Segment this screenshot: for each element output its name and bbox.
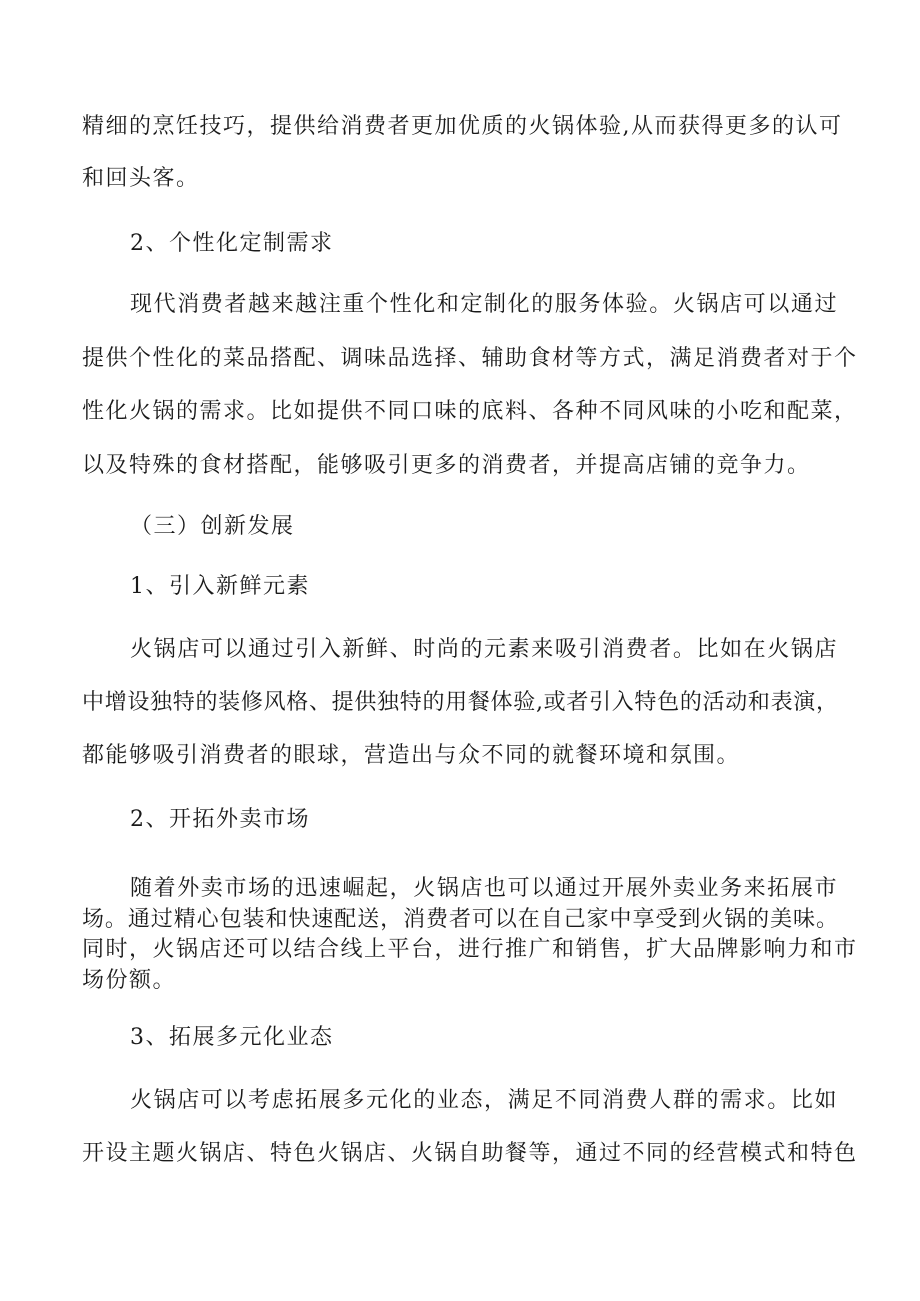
text-line: 性化火锅的需求。比如提供不同口味的底料、各种不同风味的小吃和配菜， xyxy=(82,399,858,424)
text-line: 同时，火锅店还可以结合线上平台，进行推广和销售，扩大品牌影响力和市 xyxy=(82,937,858,962)
text-line: 火锅店可以考虑拓展多元化的业态，满足不同消费人群的需求。比如 xyxy=(130,1088,838,1113)
text-line: 中增设独特的装修风格、提供独特的用餐体验,或者引入特色的活动和表演， xyxy=(82,690,838,715)
text-line: 场。通过精心包装和快速配送，消费者可以在自己家中享受到火锅的美味。 xyxy=(82,907,838,932)
text-line: 火锅店可以通过引入新鲜、时尚的元素来吸引消费者。比如在火锅店 xyxy=(130,637,838,662)
section-heading: （三）创新发展 xyxy=(130,514,295,539)
section-heading: 1、引入新鲜元素 xyxy=(130,574,310,599)
text-line: 开设主题火锅店、特色火锅店、火锅自助餐等，通过不同的经营模式和特色 xyxy=(82,1141,858,1166)
text-line: 现代消费者越来越注重个性化和定制化的服务体验。火锅店可以通过 xyxy=(130,292,838,317)
text-line: 和回头客。 xyxy=(82,166,200,191)
section-heading: 2、开拓外卖市场 xyxy=(130,807,310,832)
text-line: 都能够吸引消费者的眼球，营造出与众不同的就餐环境和氛围。 xyxy=(82,743,741,768)
text-line: 场份额。 xyxy=(82,968,177,993)
section-heading: 2、个性化定制需求 xyxy=(130,231,334,256)
text-line: 随着外卖市场的迅速崛起，火锅店也可以通过开展外卖业务来拓展市 xyxy=(130,876,838,901)
text-line: 以及特殊的食材搭配，能够吸引更多的消费者，并提高店铺的竞争力。 xyxy=(82,453,811,478)
text-line: 提供个性化的菜品搭配、调味品选择、辅助食材等方式，满足消费者对于个 xyxy=(82,346,858,371)
text-line: 精细的烹饪技巧，提供给消费者更加优质的火锅体验,从而获得更多的认可 xyxy=(82,114,843,139)
section-heading: 3、拓展多元化业态 xyxy=(130,1025,334,1050)
